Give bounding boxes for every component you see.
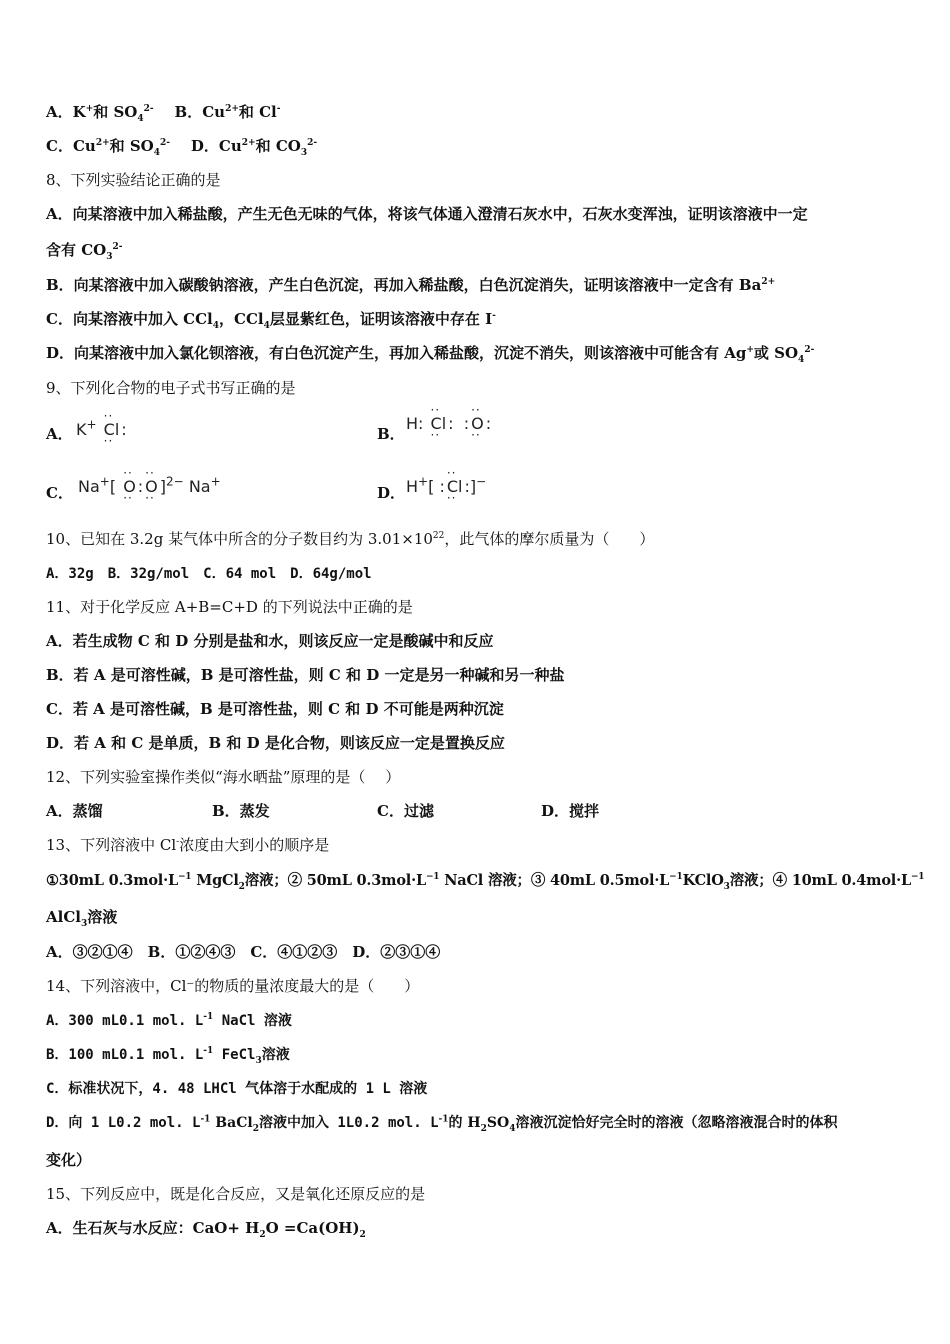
q12-option-a: A．蒸馏 <box>46 802 103 820</box>
q7-options-ab <box>46 102 280 122</box>
q11-option-b: B．若 A 是可溶性碱，B 是可溶性盐，则 C 和 D 一定是另一种碱和另一种盐 <box>46 666 565 684</box>
q11-option-c: C．若 A 是可溶性碱，B 是可溶性盐，则 C 和 D 不可能是两种沉淀 <box>46 700 504 718</box>
q9-option-c-label: C． <box>46 484 73 502</box>
q9-stem: 9、下列化合物的电子式书写正确的是 <box>46 379 296 397</box>
q14-option-d: D．向 1 L0.2 mol. $L^{-1}$ BaCl$_2$溶液中加入 1L0.2 mol. $L^{-1}$的 $H_2SO_4$溶液沉淀恰好完全时的溶液（忽略溶液混合时的体积 <box>46 1114 838 1134</box>
q14-option-d-cont: 变化） <box>46 1151 92 1169</box>
q8-option-a: A．向某溶液中加入稀盐酸，产生无色无味的气体，将该气体通入澄清石灰水中，石灰水变浑浊，证明该溶液中一定 <box>46 205 808 223</box>
q7-option-d: D．$Cu^{2+}$和 $CO_3^{2-}$ <box>190 137 318 158</box>
q9-option-d-label: D． <box>377 484 406 502</box>
q9-option-d-structure: H+[ :·· Cl ·· :]− <box>406 477 486 496</box>
q13-stem: 13、下列溶液中 Cl-浓度由大到小的顺序是 <box>46 836 330 854</box>
q9-option-a-label: A． <box>46 425 73 443</box>
q9-option-a-structure: K+ ·· Cl ·· : <box>76 420 127 439</box>
q13-solutions: ①30mL $0.3mol\cdot L^{-1}$ MgCl$_2$溶液；② 50mL $0.3mol\cdot L^{-1}$ NaCl 溶液；③ 40mL $0.5mol\cdot L^{-1}KClO_3$溶液；④ 10mL $0.4mol\cdot L^{-1}$ <box>46 872 925 892</box>
q12-option-d: D．搅拌 <box>541 802 600 820</box>
q11-stem: 11、对于化学反应 A+B=C+D 的下列说法中正确的是 <box>46 598 413 616</box>
q14-option-a: A．300 mL0.1 mol. $L^{-1}$ NaCl 溶液 <box>46 1012 292 1029</box>
q12-option-b: B．蒸发 <box>212 802 270 820</box>
q14-stem: 14、下列溶液中，Cl⁻的物质的量浓度最大的是（ ） <box>46 977 420 995</box>
q12-option-c: C．过滤 <box>377 802 434 820</box>
q15-option-a: A．生石灰与水反应：$CaO+ H_2O =Ca(OH)_2$ <box>46 1219 366 1240</box>
q8-option-c: C．向某溶液中加入 CCl$_4$，CCl$_4$层显紫红色，证明该溶液中存在 I- <box>46 310 496 331</box>
q9-option-b-structure: H: ·· Cl ·· : :·· O ·· : <box>406 414 491 433</box>
q10-stem: 10、已知在 3.2g 某气体中所含的分子数目约为 $3.01\times 10^{22}$，此气体的摩尔质量为（ ） <box>46 530 655 548</box>
q10-options: A．32g B．32g/mol C．64 mol D．64g/mol <box>46 566 372 582</box>
q7-option-a: A．K+和 $SO_4^{2-}$ <box>46 103 154 124</box>
q8-stem: 8、下列实验结论正确的是 <box>46 171 221 189</box>
q14-option-c: C．标准状况下，4. 48 LHCl 气体溶于水配成的 1 L 溶液 <box>46 1081 428 1097</box>
q7-option-c: C．$Cu^{2+}$和 $SO_4^{2-}$ <box>46 137 171 158</box>
q9-option-c-structure: Na+[ ·· O ·· :·· O ·· ]$^{2-}$ Na+ <box>78 477 221 496</box>
q15-stem: 15、下列反应中，既是化合反应，又是氧化还原反应的是 <box>46 1185 426 1203</box>
q14-option-b: B．100 mL0.1 mol. $L^{-1}$ FeCl$_3$溶液 <box>46 1046 290 1066</box>
q7-option-b: B．$Cu^{2+}$和 Cl- <box>174 103 281 121</box>
q13-options: A．③②①④ B．①②④③ C．④①②③ D．②③①④ <box>46 943 441 961</box>
q9-option-b-label: B． <box>377 425 405 443</box>
q12-stem: 12、下列实验室操作类似“海水晒盐”原理的是（ ） <box>46 768 401 786</box>
q8-option-a-cont: 含有 $CO_3^{2-}$ <box>46 241 123 262</box>
q8-option-b: B．向某溶液中加入碳酸钠溶液，产生白色沉淀，再加入稀盐酸，白色沉淀消失，证明该溶液中一定含有 $Ba^{2+}$ <box>46 276 776 294</box>
q8-option-d: D．向某溶液中加入氯化钡溶液，有白色沉淀产生，再加入稀盐酸，沉淀不消失，则该溶液中可能含有 Ag+或 $SO_4^{2-}$ <box>46 344 815 365</box>
q11-option-d: D．若 A 和 C 是单质，B 和 D 是化合物，则该反应一定是置换反应 <box>46 734 505 752</box>
q7-options-cd <box>46 136 317 156</box>
q11-option-a: A．若生成物 C 和 D 分别是盐和水，则该反应一定是酸碱中和反应 <box>46 632 494 650</box>
q13-solutions-cont: AlCl$_3$溶液 <box>46 908 118 929</box>
